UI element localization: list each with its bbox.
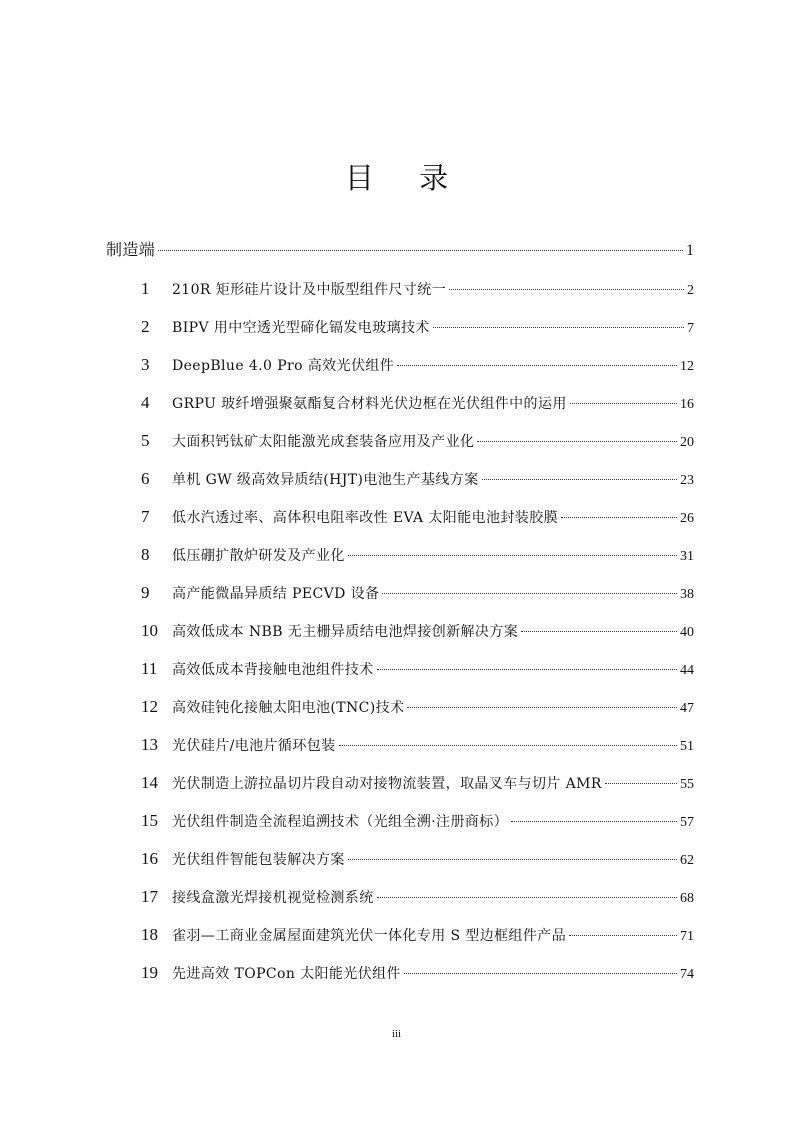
toc-page-number: 23 — [680, 473, 694, 488]
toc-entry[interactable] — [141, 923, 694, 947]
toc-entry-number: 12 — [141, 697, 158, 716]
toc-section-label: 制造端 — [106, 240, 156, 259]
toc-entry-number: 4 — [141, 393, 150, 412]
leader-dots — [407, 707, 677, 708]
toc-page-number: 68 — [680, 891, 694, 906]
toc-page-number: 74 — [680, 967, 694, 982]
toc-entry-label: 低水汽透过率、高体积电阻率改性 EVA 太阳能电池封装胶膜 — [172, 510, 558, 526]
toc-entry-label: 210R 矩形硅片设计及中版型组件尺寸统一 — [172, 282, 447, 298]
leader-dots — [382, 593, 677, 594]
toc-entry-label: DeepBlue 4.0 Pro 高效光伏组件 — [172, 358, 395, 374]
toc-page-number: 62 — [680, 853, 694, 868]
toc-entry-label: 高效低成本背接触电池组件技术 — [172, 662, 374, 678]
leader-dots — [158, 250, 683, 251]
toc-entry[interactable] — [141, 429, 694, 453]
toc-page-number: 20 — [680, 435, 694, 450]
toc-entry-label: 光伏制造上游拉晶切片段自动对接物流装置，取晶叉车与切片 AMR — [172, 776, 602, 792]
toc-entry-number: 19 — [141, 963, 158, 982]
toc-entry[interactable] — [141, 391, 694, 415]
leader-dots — [570, 403, 677, 404]
leader-dots — [511, 821, 677, 822]
toc-entry[interactable] — [141, 581, 694, 605]
leader-dots — [477, 441, 677, 442]
toc-section-manufacturing[interactable] — [106, 238, 694, 262]
toc-entry[interactable] — [141, 961, 694, 985]
toc-entry-label: 光伏组件制造全流程追溯技术（光组全溯·注册商标） — [172, 814, 509, 830]
leader-dots — [348, 859, 677, 860]
toc-entry[interactable] — [141, 619, 694, 643]
toc-entry-label: 高产能微晶异质结 PECVD 设备 — [172, 586, 380, 602]
toc-page-number: 55 — [680, 777, 694, 792]
leader-dots — [569, 935, 677, 936]
toc-page-number: 47 — [680, 701, 694, 716]
toc-entry-label: GRPU 玻纤增强聚氨酯复合材料光伏边框在光伏组件中的运用 — [172, 396, 567, 412]
page-title: 目 录 — [344, 161, 467, 195]
leader-dots — [397, 365, 677, 366]
toc-entry-label: 单机 GW 级高效异质结(HJT)电池生产基线方案 — [172, 472, 479, 488]
leader-dots — [521, 631, 677, 632]
toc-page-number: 40 — [680, 625, 694, 640]
leader-dots — [561, 517, 677, 518]
toc-page-number: 57 — [680, 815, 694, 830]
toc-entry-number: 17 — [141, 887, 158, 906]
toc-entry[interactable] — [141, 315, 694, 339]
leader-dots — [377, 669, 677, 670]
toc-entry-number: 13 — [141, 735, 158, 754]
leader-dots — [605, 783, 677, 784]
toc-entry[interactable] — [141, 277, 694, 301]
toc-entry[interactable] — [141, 847, 694, 871]
toc-entry[interactable] — [141, 733, 694, 757]
toc-entry[interactable] — [141, 809, 694, 833]
leader-dots — [433, 327, 684, 328]
toc-entry[interactable] — [141, 695, 694, 719]
toc-entry-number: 14 — [141, 773, 158, 792]
toc-entry-label: 高效低成本 NBB 无主栅异质结电池焊接创新解决方案 — [172, 624, 519, 640]
toc-entry-number: 9 — [141, 583, 150, 602]
leader-dots — [449, 289, 684, 290]
toc-entry-label: 接线盒激光焊接机视觉检测系统 — [172, 890, 374, 906]
toc-entry-label: 高效硅钝化接触太阳电池(TNC)技术 — [172, 700, 405, 716]
toc-entry-label: 先进高效 TOPCon 太阳能光伏组件 — [172, 966, 401, 982]
page-footer-numeral: iii — [391, 1028, 402, 1040]
toc-page-number: 26 — [680, 511, 694, 526]
toc-page-number: 38 — [680, 587, 694, 602]
toc-entry-number: 2 — [141, 317, 150, 336]
toc-entry-label: 光伏组件智能包装解决方案 — [172, 852, 345, 868]
toc-page-number: 12 — [680, 359, 694, 374]
toc-entry[interactable] — [141, 467, 694, 491]
toc-page-number: 51 — [680, 739, 694, 754]
toc-page-number: 7 — [687, 321, 694, 336]
toc-entry-label: BIPV 用中空透光型碲化镉发电玻璃技术 — [172, 320, 430, 336]
toc-entry-label: 光伏硅片/电池片循环包装 — [172, 738, 336, 754]
toc-page-number: 1 — [686, 242, 694, 259]
toc-entry-number: 7 — [141, 507, 150, 526]
toc-page-number: 44 — [680, 663, 694, 678]
toc-page-number: 71 — [680, 929, 694, 944]
toc-entry[interactable] — [141, 505, 694, 529]
toc-entry-number: 5 — [141, 431, 150, 450]
leader-dots — [482, 479, 677, 480]
toc-entry-number: 1 — [141, 279, 150, 298]
leader-dots — [404, 973, 677, 974]
toc-entry-number: 15 — [141, 811, 158, 830]
toc-entry[interactable] — [141, 885, 694, 909]
toc-entry[interactable] — [141, 657, 694, 681]
toc-entry-number: 10 — [141, 621, 158, 640]
leader-dots — [348, 555, 677, 556]
toc-entry-label: 大面积钙钛矿太阳能激光成套装备应用及产业化 — [172, 434, 475, 450]
toc-page-number: 16 — [680, 397, 694, 412]
toc-entry-number: 18 — [141, 925, 158, 944]
toc-page-number: 31 — [680, 549, 694, 564]
toc-entry[interactable] — [141, 353, 694, 377]
leader-dots — [339, 745, 677, 746]
toc-entry-number: 8 — [141, 545, 150, 564]
toc-entry-number: 3 — [141, 355, 150, 374]
toc-entry[interactable] — [141, 771, 694, 795]
leader-dots — [377, 897, 677, 898]
toc-entry[interactable] — [141, 543, 694, 567]
toc-entry-number: 11 — [141, 659, 158, 678]
toc-page-number: 2 — [687, 283, 694, 298]
toc-entry-number: 6 — [141, 469, 150, 488]
toc-entry-number: 16 — [141, 849, 158, 868]
toc-entry-label: 低压硼扩散炉研发及产业化 — [172, 548, 345, 564]
toc-entry-label: 雀羽—工商业金属屋面建筑光伏一体化专用 S 型边框组件产品 — [172, 928, 567, 944]
